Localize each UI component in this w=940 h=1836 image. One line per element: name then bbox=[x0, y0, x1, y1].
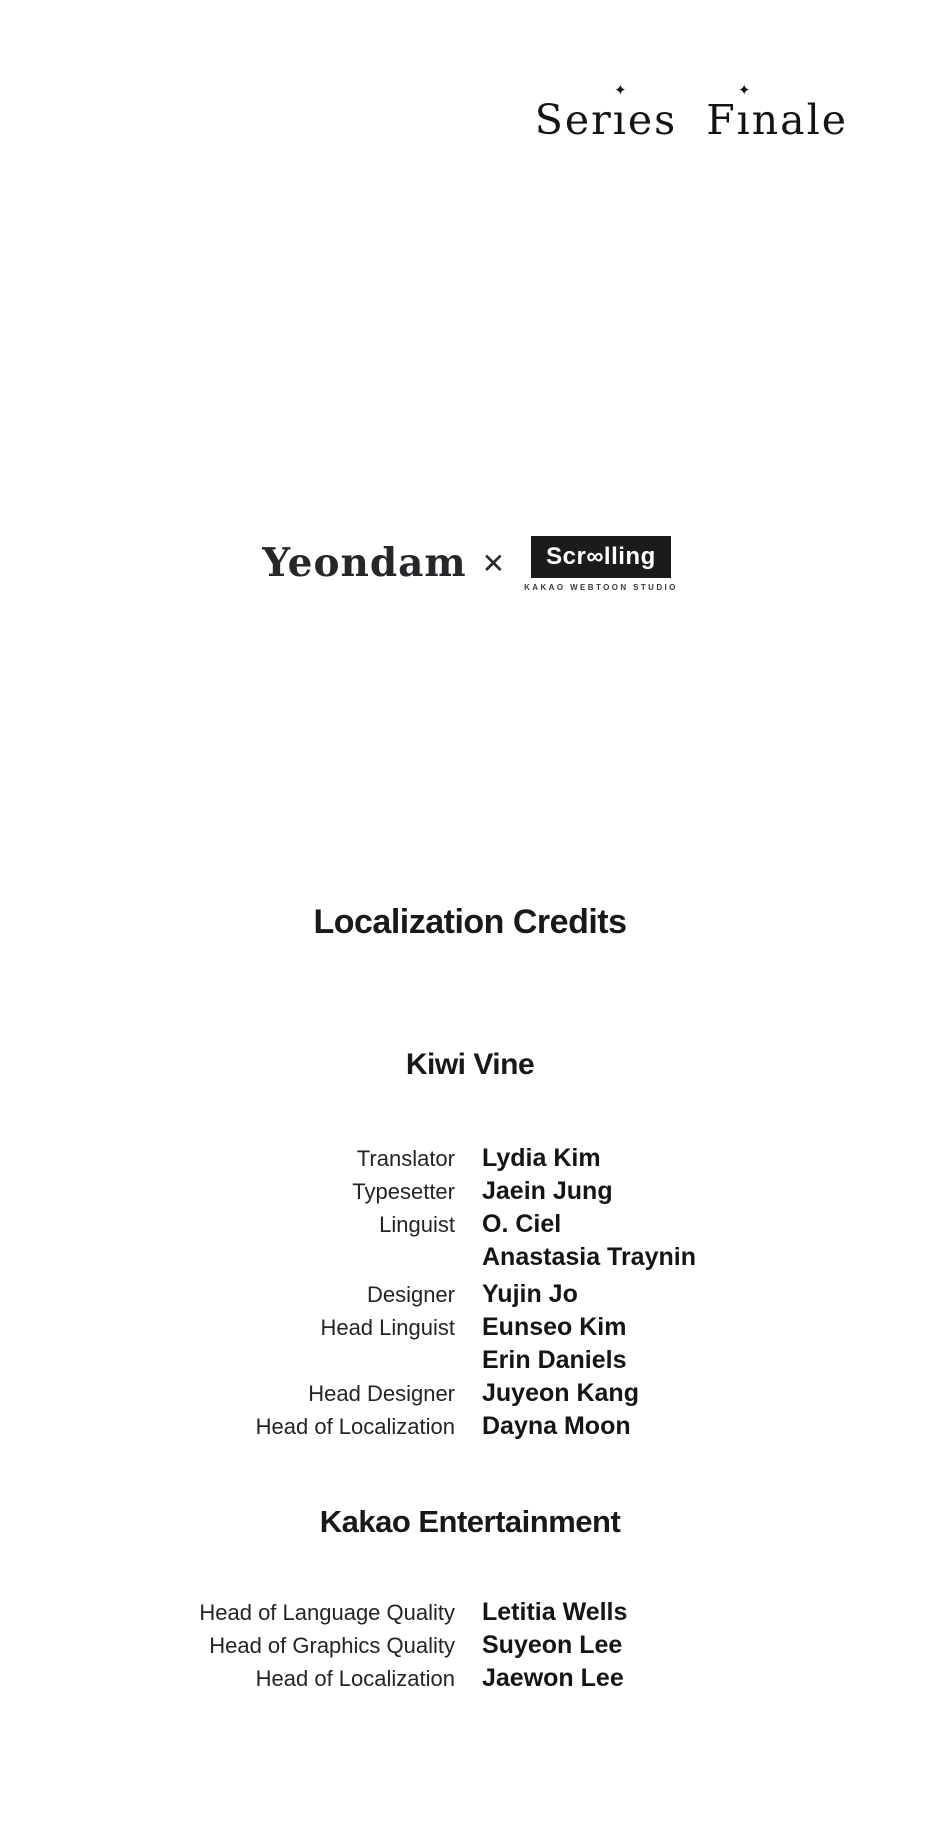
credit-role: Translator bbox=[356, 1146, 455, 1171]
credit-row bbox=[0, 1344, 940, 1377]
section-heading-kiwi-vine: Kiwi Vine bbox=[405, 1048, 535, 1081]
credit-row bbox=[0, 1410, 940, 1443]
star-tittle-icon: ✦ bbox=[737, 81, 751, 99]
credit-role: Head of Localization bbox=[255, 1414, 455, 1439]
star-tittle-icon: ✦ bbox=[613, 81, 627, 99]
credit-row bbox=[0, 1377, 940, 1410]
credit-role: Head Linguist bbox=[320, 1315, 455, 1340]
x-separator-icon: ✕ bbox=[481, 548, 506, 579]
credit-row bbox=[0, 1142, 940, 1175]
credit-role bbox=[0, 1344, 455, 1377]
credit-row bbox=[0, 1662, 940, 1695]
credit-name: Dayna Moon bbox=[482, 1412, 631, 1440]
credit-row bbox=[0, 1241, 940, 1274]
credit-row bbox=[0, 1278, 940, 1311]
credit-role: Typesetter bbox=[352, 1179, 455, 1204]
credit-row bbox=[0, 1596, 940, 1629]
credit-role: Linguist bbox=[379, 1212, 455, 1237]
banner-text: ı bbox=[612, 96, 628, 144]
credit-role: Head Designer bbox=[308, 1381, 455, 1406]
kakao-webtoon-studio-caption: KAKAO WEBTOON STUDIO bbox=[524, 583, 678, 592]
credit-role: Designer bbox=[366, 1282, 455, 1307]
banner-text: es bbox=[627, 96, 678, 144]
credit-role bbox=[0, 1241, 455, 1274]
credits-table-kiwi-vine bbox=[0, 1142, 940, 1443]
page-title: Localization Credits bbox=[313, 903, 627, 941]
banner-text: Ser bbox=[534, 96, 613, 144]
scroolling-logo-block bbox=[524, 536, 678, 592]
credit-name: Lydia Kim bbox=[482, 1144, 601, 1172]
credits-table-kakao-entertainment bbox=[0, 1596, 940, 1695]
banner-text: F bbox=[706, 96, 737, 144]
credit-name: Letitia Wells bbox=[482, 1598, 628, 1626]
credit-name: Anastasia Traynin bbox=[482, 1243, 696, 1271]
banner-text: ı bbox=[736, 96, 752, 144]
credit-row bbox=[0, 1629, 940, 1662]
credit-name: Juyeon Kang bbox=[482, 1379, 639, 1407]
credit-name: Jaein Jung bbox=[482, 1177, 613, 1205]
scroolling-logo: Scr∞lling bbox=[531, 536, 671, 578]
credit-name: Eunseo Kim bbox=[482, 1313, 627, 1341]
credit-name: Yujin Jo bbox=[482, 1280, 578, 1308]
credit-name: Jaewon Lee bbox=[482, 1664, 624, 1692]
section-heading-kakao-entertainment: Kakao Entertainment bbox=[319, 1504, 621, 1539]
series-finale-banner bbox=[534, 81, 848, 144]
credit-role: Head of Localization bbox=[255, 1666, 455, 1691]
credit-row bbox=[0, 1208, 940, 1241]
credit-name: Erin Daniels bbox=[482, 1346, 627, 1374]
credit-row bbox=[0, 1175, 940, 1208]
credit-role: Head of Graphics Quality bbox=[209, 1633, 455, 1658]
credit-name: O. Ciel bbox=[482, 1210, 562, 1238]
yeondam-logo: Yeondam bbox=[262, 540, 467, 586]
credit-role: Head of Language Quality bbox=[199, 1600, 455, 1625]
credit-row bbox=[0, 1311, 940, 1344]
banner-text: nale bbox=[751, 96, 848, 144]
publisher-logos bbox=[0, 536, 940, 592]
credit-name: Suyeon Lee bbox=[482, 1631, 623, 1659]
